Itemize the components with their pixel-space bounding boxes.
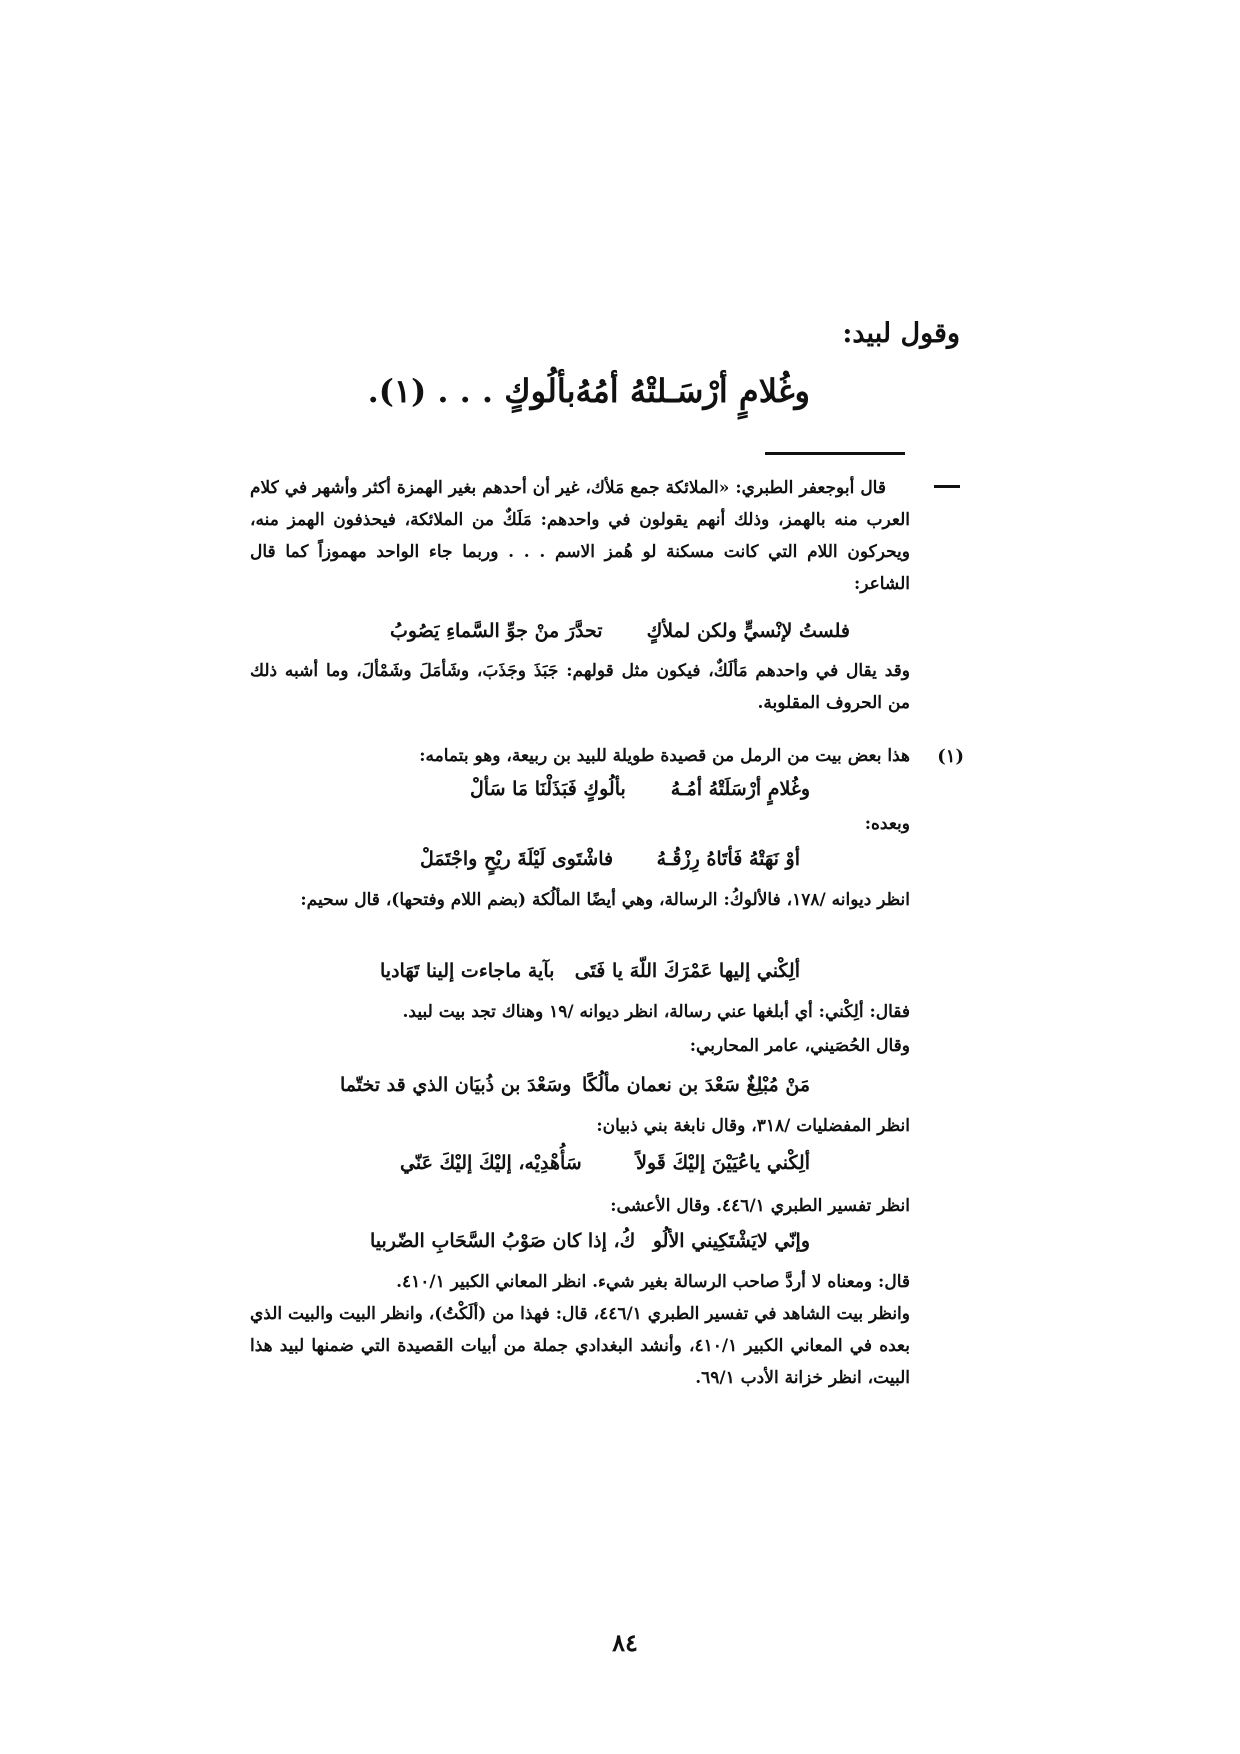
footnote-paragraph-3: وقال الحُصَيني، عامر المحاربي: bbox=[689, 1036, 910, 1056]
footnote-after-label: وبعده: bbox=[864, 814, 910, 834]
main-verse bbox=[367, 372, 810, 410]
main-verse-first-hemistich: وغُلامٍ أرْسَـلتْهُ أمُهُ bbox=[575, 372, 810, 410]
footnote-paragraph-4: انظر المفضليات /٣١٨، وقال نابغة بني ذبيان: bbox=[596, 1116, 910, 1136]
commentary-paragraph-1: قال أبوجعفر الطبري: «الملائكة جمع مَلأك، غير أن أحدهم بغير الهمزة أكثر وأشهر في كلام العرب منه بالهمز، وذلك أنهم يقولون في واحدهم: مَلَكٌ من الملائكة، فيحذفون الهمز منه، ويحركون اللام التي كانت مسكنة لو هُمز الاسم . . . وربما جاء الواحد مهموزاً كما قال الشاعر: bbox=[250, 478, 910, 594]
verse-first-hemistich: ألِكْني إليها عَمْرَكَ اللّهَ يا فَتَى bbox=[574, 960, 800, 982]
verse-first-hemistich: فلستُ لإنْسيٍّ ولكن لملأكٍ bbox=[646, 620, 850, 642]
footnote-verse-1 bbox=[470, 778, 810, 800]
footnote-paragraph-1: انظر ديوانه /١٧٨، فالألوكُ: الرسالة، وهي أيضًا المألُكة (بضم اللام وفتحها)، قال سحيم: bbox=[300, 890, 910, 910]
intro-line: وقول لبيد: bbox=[842, 318, 960, 349]
verse-second-hemistich: سَأُهْدِيْه، إليْكَ إليْكَ عَنّي bbox=[400, 1152, 582, 1174]
page-number: ٨٤ bbox=[612, 1628, 638, 1657]
footnote-intro: هذا بعض بيت من الرمل من قصيدة طويلة للبيد بن ربيعة، وهو بتمامه: bbox=[419, 746, 910, 766]
commentary-dash bbox=[934, 485, 960, 488]
verse-second-hemistich: بألُوكٍ فَبَذَلْنَا مَا سَألْ bbox=[470, 778, 626, 800]
footnote-number: (١) bbox=[937, 746, 964, 767]
verse-second-hemistich: بآية ماجاءت إلينا تَهَاديا bbox=[380, 960, 555, 982]
footnote-verse-4 bbox=[340, 1074, 810, 1096]
commentary-paragraph-2: وقد يقال في واحدهم مَألَكٌ، فيكون مثل قولهم: جَبَذَ وجَذَبَ، وشَأمَلَ وشَمْألَ، وما أشبه ذلك من الحروف المقلوبة. bbox=[250, 661, 910, 713]
footnote-verse-2 bbox=[420, 848, 800, 870]
verse-second-hemistich: تحدَّرَ منْ جوِّ السَّماءِ يَصُوبُ bbox=[390, 620, 603, 642]
footnote-paragraph-6: قال: ومعناه لا أردَّ صاحب الرسالة بغير شيء. انظر المعاني الكبير ٤١٠/١. bbox=[396, 1272, 910, 1292]
verse-first-hemistich: وغُلامٍ أرْسَلَتْهُ أمُـهُ bbox=[670, 778, 810, 800]
verse-first-hemistich: وإنّي لايَشْتَكِيني الألُو bbox=[652, 1230, 810, 1252]
verse-first-hemistich: مَنْ مُبْلِغٌ سَعْدَ بن نعمان مألُكًا bbox=[581, 1074, 810, 1096]
commentary-verse-1 bbox=[390, 620, 850, 642]
verse-first-hemistich: أوْ نَهَتْهُ فَأتَاهُ رِزْقُـهُ bbox=[656, 848, 800, 870]
main-verse-second-hemistich: بألُوكٍ . . . (١). bbox=[367, 372, 576, 410]
verse-second-hemistich: كُ، إذا كان صَوْبُ السَّحَابِ الضّربيا bbox=[370, 1230, 636, 1252]
footnote-paragraph-5: انظر تفسير الطبري ٤٤٦/١. وقال الأعشى: bbox=[610, 1196, 910, 1216]
footnote-paragraph-7: وانظر بيت الشاهد في تفسير الطبري ٤٤٦/١، قال: فهذا من (ألَكْتُ)، وانظر البيت والبيت الذي بعده في المعاني الكبير ٤١٠/١، وأنشد البغدادي جملة من أبيات القصيدة التي ضمنها لبيد هذا البيت، انظر خزانة الأدب ٦٩/١. bbox=[250, 1304, 910, 1388]
footnote-paragraph-2: فقال: ألِكْني: أي أبلغها عني رسالة، انظر ديوانه /١٩ وهناك تجد بيت لبيد. bbox=[402, 1002, 910, 1022]
verse-second-hemistich: فاشْتَوى لَيْلَةَ ريْحٍ واجْتَمَلْ bbox=[420, 848, 614, 870]
verse-first-hemistich: ألِكْني ياعُيَيْنَ إليْكَ قَولاً bbox=[636, 1152, 810, 1174]
footnote-verse-5 bbox=[400, 1152, 810, 1174]
separator-rule bbox=[765, 452, 905, 455]
footnote-verse-3 bbox=[380, 960, 800, 982]
footnote-verse-6 bbox=[370, 1230, 810, 1252]
verse-second-hemistich: وسَعْدَ بن ذُبيَان الذي قد تختّما bbox=[340, 1074, 572, 1096]
